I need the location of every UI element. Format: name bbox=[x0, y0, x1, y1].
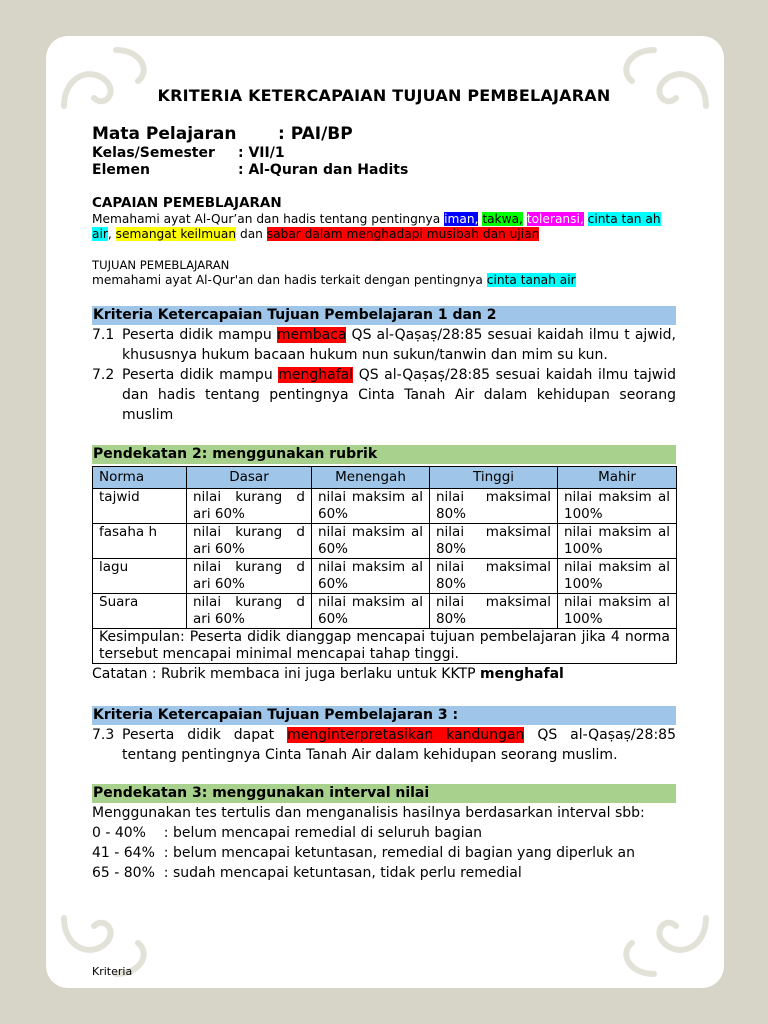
item-text-part: QS al-Qaṣaṣ/28:85 sesuai kaidah ilmu t ajwid, khususnya hukum bacaan hukum nun sukun/tanwin dan mim su kun. bbox=[122, 327, 676, 363]
table-conclusion-row bbox=[93, 629, 677, 664]
interval-row-1: 0 - 40% : belum mencapai remedial di seluruh bagian bbox=[92, 825, 483, 841]
rubrik-heading: Pendekatan 2: menggunakan rubrik bbox=[92, 445, 676, 464]
document-content bbox=[92, 86, 676, 883]
rubrik-table bbox=[92, 466, 677, 664]
highlight-menginterpretasikan: menginterpretasikan kandungan bbox=[287, 727, 525, 743]
table-cell: nilai maksimal 80% bbox=[430, 559, 558, 594]
table-cell: nilai maksim al 60% bbox=[312, 489, 430, 524]
capaian-heading: CAPAIAN PEMEBLAJARAN bbox=[92, 195, 282, 211]
header-menengah: Menengah bbox=[312, 467, 430, 489]
table-cell: nilai maksim al 60% bbox=[312, 524, 430, 559]
elemen-value: : Al-Quran dan Hadits bbox=[238, 162, 409, 178]
corner-ornament-bottom-right bbox=[604, 868, 724, 988]
item-text bbox=[122, 325, 676, 365]
catatan-text: Catatan : Rubrik membaca ini juga berlaku untuk KKTP bbox=[92, 666, 481, 682]
highlight-toleransi: toleransi, bbox=[526, 212, 584, 226]
table-cell: nilai kurang d ari 60% bbox=[187, 524, 312, 559]
capaian-text-part: Memahami ayat Al-Qur’an dan hadis tentang pentingnya bbox=[92, 212, 445, 226]
table-cell: nilai maksim al 100% bbox=[558, 489, 677, 524]
document-title: KRITERIA KETERCAPAIAN TUJUAN PEMBELAJARAN bbox=[157, 86, 611, 105]
table-row bbox=[93, 559, 677, 594]
highlight-semangat-keilmuan: semangat keilmuan bbox=[115, 227, 237, 241]
table-row bbox=[93, 524, 677, 559]
kelas-semester-row bbox=[92, 145, 676, 162]
tujuan-text-part: memahami ayat Al-Qur'an dan hadis terkait dengan pentingnya bbox=[92, 273, 487, 287]
item-text bbox=[122, 725, 676, 765]
table-cell: Suara bbox=[93, 594, 187, 629]
kesimpulan-cell: Kesimpulan: Peserta didik dianggap mencapai tujuan pembelajaran jika 4 norma tersebut mencapai minimal mencapai tahap tinggi. bbox=[93, 629, 677, 664]
header-tinggi: Tinggi bbox=[430, 467, 558, 489]
table-cell: nilai kurang d ari 60% bbox=[187, 559, 312, 594]
kktp-item-7-3 bbox=[92, 725, 676, 765]
kelas-semester-value: : VII/1 bbox=[238, 145, 285, 161]
table-cell: nilai kurang d ari 60% bbox=[187, 489, 312, 524]
table-cell: lagu bbox=[93, 559, 187, 594]
catatan bbox=[92, 664, 676, 684]
kktp-item-7-2 bbox=[92, 365, 676, 425]
mata-pelajaran-value: : PAI/BP bbox=[278, 124, 353, 144]
interval-row-3: 65 - 80% : sudah mencapai ketuntasan, tidak perlu remedial bbox=[92, 865, 522, 881]
interval-row-2: 41 - 64% : belum mencapai ketuntasan, remedial di bagian yang diperluk an bbox=[92, 845, 635, 861]
highlight-membaca: membaca bbox=[276, 327, 347, 343]
item-number: 7.3 bbox=[92, 727, 115, 743]
table-cell: nilai maksim al 60% bbox=[312, 594, 430, 629]
table-cell: tajwid bbox=[93, 489, 187, 524]
elemen-label: Elemen bbox=[92, 162, 150, 178]
highlight-sabar: sabar dalam menghadapi musibah dan ujian bbox=[266, 227, 540, 241]
table-header-row bbox=[93, 467, 677, 489]
table-cell: nilai maksimal 80% bbox=[430, 594, 558, 629]
elemen-row bbox=[92, 162, 676, 179]
table-cell: nilai maksimal 80% bbox=[430, 524, 558, 559]
highlight-menghafal: menghafal bbox=[278, 367, 354, 383]
highlight-iman: iman, bbox=[444, 212, 479, 226]
catatan-bold: menghafal bbox=[480, 666, 564, 682]
table-cell: nilai maksim al 100% bbox=[558, 594, 677, 629]
table-row bbox=[93, 594, 677, 629]
kktp-item-7-1 bbox=[92, 325, 676, 365]
table-row bbox=[93, 489, 677, 524]
table-cell: nilai kurang d ari 60% bbox=[187, 594, 312, 629]
highlight-cinta-tanah-air: cinta tan ah air bbox=[92, 212, 661, 241]
kktp-1-2-heading: Kriteria Ketercapaian Tujuan Pembelajaran 1 dan 2 bbox=[92, 306, 676, 325]
item-text-part: Peserta didik mampu bbox=[122, 327, 277, 343]
table-cell: nilai maksim al 60% bbox=[312, 559, 430, 594]
tujuan-text bbox=[92, 273, 676, 288]
mata-pelajaran-label: Mata Pelajaran bbox=[92, 124, 237, 144]
footer-label: Kriteria bbox=[92, 965, 133, 978]
item-text-part: Peserta didik dapat bbox=[122, 727, 288, 743]
header-dasar: Dasar bbox=[187, 467, 312, 489]
item-text bbox=[122, 365, 676, 425]
kktp-3-heading: Kriteria Ketercapaian Tujuan Pembelajaran 3 : bbox=[92, 706, 676, 725]
table-cell: nilai maksimal 80% bbox=[430, 489, 558, 524]
item-number: 7.1 bbox=[92, 327, 115, 343]
header-mahir: Mahir bbox=[558, 467, 677, 489]
capaian-text-part: , bbox=[107, 227, 116, 241]
highlight-takwa: takwa, bbox=[482, 212, 523, 226]
table-cell: nilai maksim al 100% bbox=[558, 524, 677, 559]
tujuan-heading: TUJUAN PEMEBLAJARAN bbox=[92, 258, 230, 272]
document-page bbox=[46, 36, 724, 988]
table-cell: nilai maksim al 100% bbox=[558, 559, 677, 594]
item-text-part: Peserta didik mampu bbox=[122, 367, 279, 383]
kelas-semester-label: Kelas/Semester bbox=[92, 145, 215, 161]
interval-heading: Pendekatan 3: menggunakan interval nilai bbox=[92, 784, 676, 803]
item-number: 7.2 bbox=[92, 367, 115, 383]
highlight-cinta-tanah-air-2: cinta tanah air bbox=[486, 273, 576, 287]
item-text-part: QS al-Qaṣaṣ/28:85 sesuai kaidah ilmu tajwid dan hadis tentang pentingnya Cinta Tanah Air dalam kehidupan seorang muslim bbox=[122, 367, 676, 423]
header-norma: Norma bbox=[93, 467, 187, 489]
mata-pelajaran-row bbox=[92, 124, 676, 145]
item-text-part: QS al-Qaṣaṣ/28:85 tentang pentingnya Cinta Tanah Air dalam kehidupan seorang muslim. bbox=[122, 727, 676, 763]
interval-intro: Menggunakan tes tertulis dan menganalisis hasilnya berdasarkan interval sbb: bbox=[92, 805, 645, 821]
table-cell: fasaha h bbox=[93, 524, 187, 559]
capaian-text bbox=[92, 212, 676, 242]
capaian-text-part: dan bbox=[236, 227, 267, 241]
